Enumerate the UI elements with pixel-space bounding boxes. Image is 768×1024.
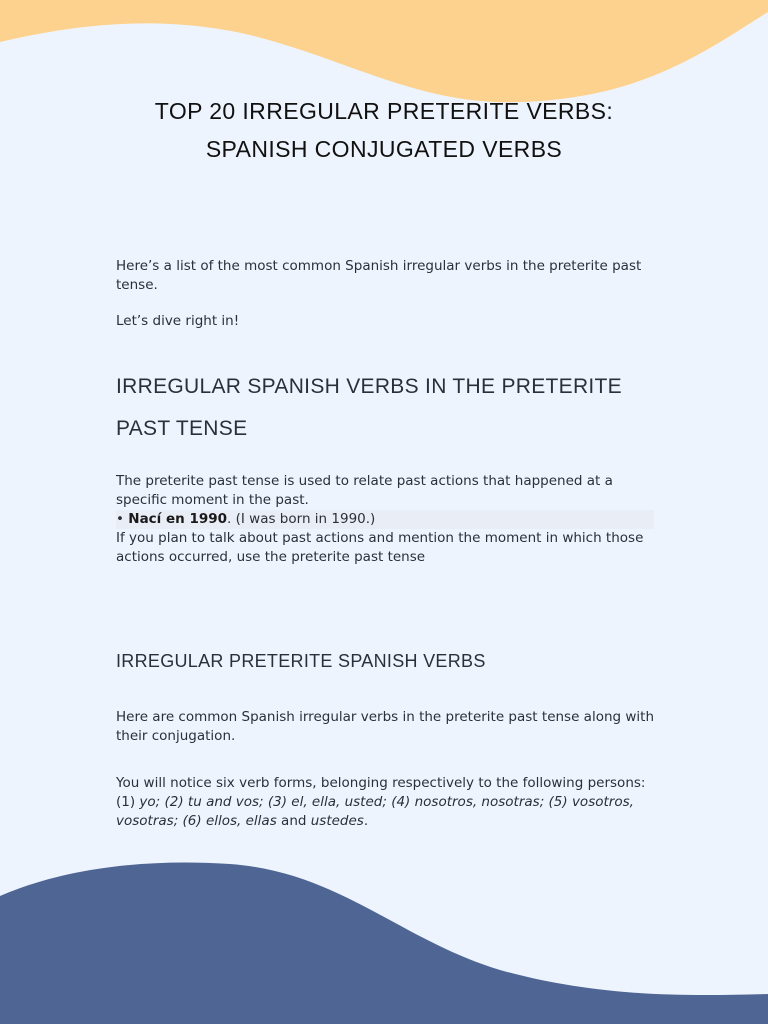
title-line-2: SPANISH CONJUGATED VERBS: [205, 136, 563, 162]
page-title: [0, 92, 768, 168]
example-translation: . (I was born in 1990.): [227, 511, 376, 527]
verb-forms-persons: yo; (2) tu and vos; (3) el, ella, usted; (4) nosotros, nosotras; (5) vosotros, vosotras; (6) ellos, ellas: [116, 794, 634, 829]
verb-forms-paragraph: [116, 774, 666, 831]
verb-forms-period: .: [363, 813, 369, 829]
verb-forms-intro: You will notice six verb forms, belonging respectively to the following persons: (1): [116, 775, 646, 810]
section-heading-line-2: PAST TENSE: [116, 417, 248, 440]
section-heading-preterite-tense: [116, 366, 676, 450]
intro-paragraph: Here’s a list of the most common Spanish irregular verbs in the preterite past tense.: [116, 258, 642, 293]
bullet-marker: •: [116, 511, 124, 527]
section-heading-line-1: IRREGULAR SPANISH VERBS IN THE PRETERITE: [116, 375, 622, 398]
section-heading-irregular-verbs: IRREGULAR PRETERITE SPANISH VERBS: [116, 651, 486, 671]
common-verbs-paragraph: Here are common Spanish irregular verbs in the preterite past tense along with their conjugation.: [116, 709, 655, 744]
dive-paragraph: Let’s dive right in!: [116, 313, 240, 329]
plan-paragraph: If you plan to talk about past actions and mention the moment in which those actions occurred, use the preterite past tense: [116, 530, 644, 565]
definition-paragraph: The preterite past tense is used to relate past actions that happened at a specific moment in the past.: [116, 473, 613, 508]
title-line-1: TOP 20 IRREGULAR PRETERITE VERBS:: [154, 98, 614, 124]
example-line: [116, 510, 654, 529]
verb-forms-ustedes: ustedes: [310, 813, 364, 829]
example-spanish: Nací en 1990: [128, 511, 228, 527]
verb-forms-and: and: [276, 813, 311, 829]
